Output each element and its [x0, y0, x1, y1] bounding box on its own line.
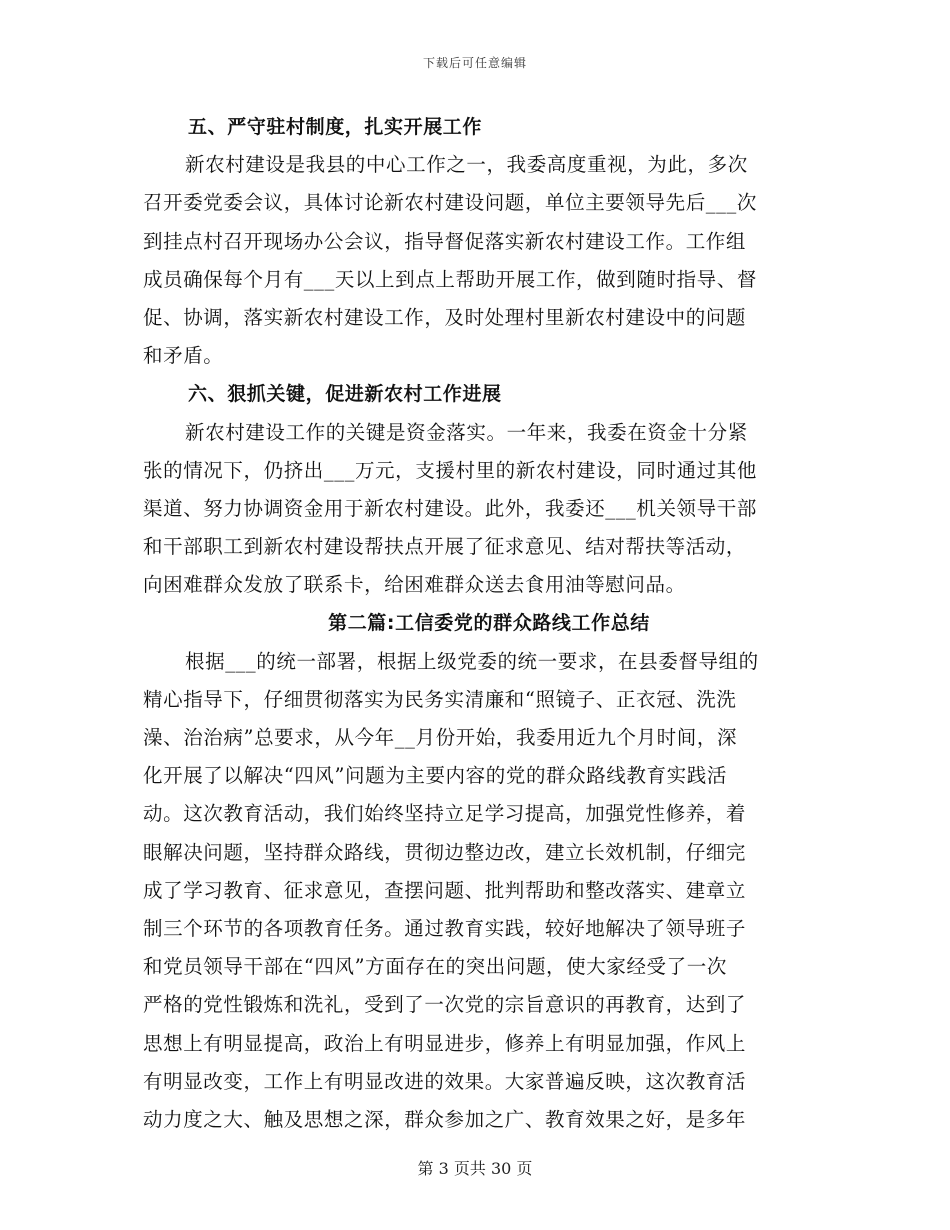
paragraph-line: 渠道、努力协调资金用于新农村建设。此外，我委还___机关领导干部 [143, 496, 757, 520]
paragraph-line: 成了学习教育、征求意见，查摆问题、批判帮助和整改落实、建章立 [143, 878, 747, 902]
paragraph-line: 严格的党性锻炼和洗礼，受到了一次党的宗旨意识的再教育，达到了 [143, 993, 747, 1017]
paragraph-line: 动。这次教育活动，我们始终坚持立足学习提高，加强党性修养，着 [143, 802, 747, 826]
section-heading: 五、严守驻村制度，扎实开展工作 [188, 116, 483, 138]
paragraph-line: 澡、治治病”总要求，从今年__月份开始，我委用近九个月时间，深 [143, 726, 738, 749]
paragraph-first-line: 根据___的统一部署，根据上级党委的统一要求，在县委督导组的 [185, 649, 759, 673]
paragraph-line: 和干部职工到新农村建设帮扶点开展了征求意见、结对帮扶等活动， [143, 535, 747, 559]
document-body [143, 108, 805, 1139]
paragraph-line: 张的情况下，仍挤出___万元，支援村里的新农村建设，同时通过其他 [143, 458, 757, 482]
paragraph-line: 和党员领导干部在“四风”方面存在的突出问题，使大家经受了一次 [143, 955, 727, 979]
paragraph-line: 有明显改变，工作上有明显改进的效果。大家普遍反映，这次教育活 [143, 1069, 747, 1093]
paragraph-line: 召开委党委会议，具体讨论新农村建设问题，单位主要领导先后___次 [143, 191, 757, 215]
paragraph-line: 成员确保每个月有___天以上到点上帮助开展工作，做到随时指导、督 [143, 267, 757, 291]
paragraph-line: 和矛盾。 [143, 344, 224, 368]
paragraph-line: 眼解决问题，坚持群众路线，贯彻边整边改，建立长效机制，仔细完 [143, 840, 747, 864]
section-heading: 六、狠抓关键，促进新农村工作进展 [188, 383, 502, 406]
paragraph-line: 向困难群众发放了联系卡，给困难群众送去食用油等慰问品。 [143, 573, 686, 597]
paragraph-first-line: 新农村建设是我县的中心工作之一，我委高度重视，为此，多次 [185, 153, 748, 177]
page-header: 下载后可任意编辑 [422, 56, 527, 70]
paragraph-line: 精心指导下，仔细贯彻落实为民务实清廉和“照镜子、正衣冠、洗洗 [143, 687, 737, 711]
article-title: 第二篇:工信委党的群众路线工作总结 [328, 612, 650, 635]
paragraph-first-line: 新农村建设工作的关键是资金落实。一年来，我委在资金十分紧 [185, 420, 748, 444]
paragraph-line: 促、协调，落实新农村建设工作，及时处理村里新农村建设中的问题 [143, 305, 747, 329]
paragraph-line: 化开展了以解决“四风”问题为主要内容的党的群众路线教育实践活 [143, 764, 727, 788]
page-footer: 第 3 页共 30 页 [417, 1159, 533, 1178]
paragraph-line: 制三个环节的各项教育任务。通过教育实践，较好地解决了领导班子 [143, 916, 747, 940]
paragraph-line: 动力度之大、触及思想之深，群众参加之广、教育效果之好，是多年 [143, 1107, 747, 1131]
paragraph-line: 思想上有明显提高，政治上有明显进步，修养上有明显加强，作风上 [143, 1031, 747, 1055]
paragraph-line: 到挂点村召开现场办公会议，指导督促落实新农村建设工作。工作组 [143, 229, 747, 253]
